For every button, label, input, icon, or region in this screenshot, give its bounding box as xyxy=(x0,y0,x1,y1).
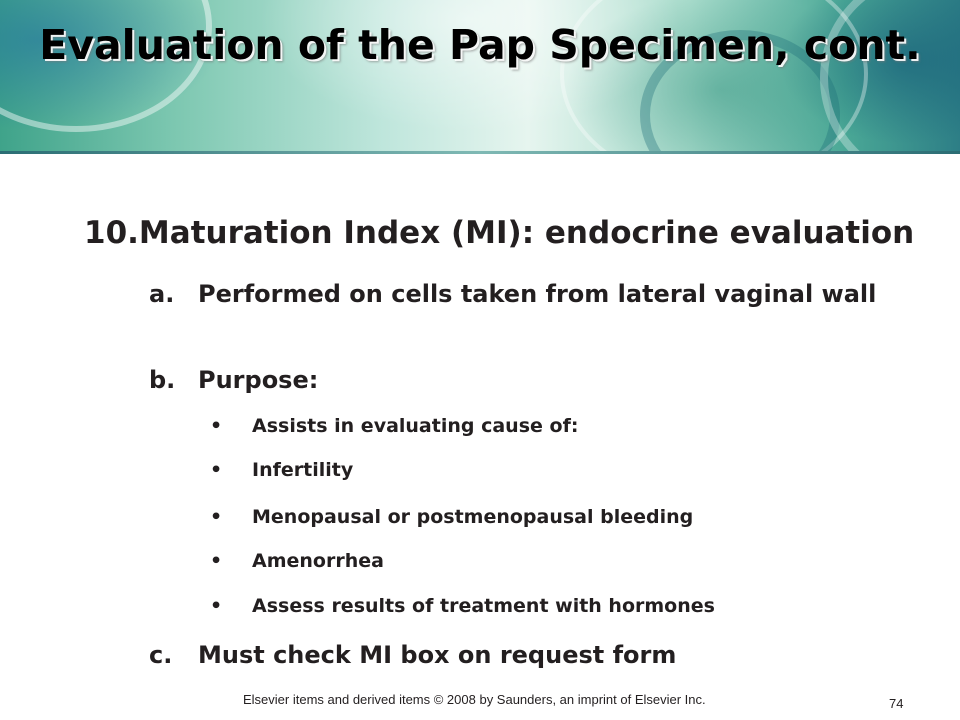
page-number: 74 xyxy=(889,696,904,711)
bullet-dot-icon: • xyxy=(210,459,223,481)
bullet-item xyxy=(210,413,578,439)
copyright-notice: Elsevier items and derived items © 2008 by Saunders, an imprint of Elsevier Inc. xyxy=(243,692,706,707)
bullet-text: Assess results of treatment with hormones xyxy=(252,595,715,617)
bullet-item xyxy=(210,504,693,530)
bullet-dot-icon: • xyxy=(210,506,223,528)
slide-title: Evaluation of the Pap Specimen, cont. xyxy=(39,21,921,69)
bullet-dot-icon: • xyxy=(210,595,223,617)
bullet-dot-icon: • xyxy=(210,415,223,437)
bullet-text: Amenorrhea xyxy=(252,550,384,572)
bullet-item xyxy=(210,457,353,483)
subitem-marker: c. xyxy=(149,641,173,669)
outline-item-text: Maturation Index (MI): endocrine evaluation xyxy=(138,215,915,251)
subitem-text: Purpose: xyxy=(198,366,319,394)
subitem-marker: b. xyxy=(149,366,176,394)
bullet-text: Infertility xyxy=(252,459,354,481)
subitem-c xyxy=(149,640,898,671)
subitem-a xyxy=(149,279,898,310)
bullet-text: Assists in evaluating cause of: xyxy=(252,415,579,437)
bullet-dot-icon: • xyxy=(210,550,223,572)
outline-item-10 xyxy=(84,212,914,254)
subitem-b xyxy=(149,365,898,396)
subitem-text: Performed on cells taken from lateral vaginal wall xyxy=(198,280,877,308)
bullet-item xyxy=(210,548,384,574)
outline-item-number: 10. xyxy=(84,215,139,251)
subitem-marker: a. xyxy=(149,280,175,308)
bullet-item xyxy=(210,593,715,619)
subitem-text: Must check MI box on request form xyxy=(198,641,677,669)
bullet-text: Menopausal or postmenopausal bleeding xyxy=(252,506,694,528)
